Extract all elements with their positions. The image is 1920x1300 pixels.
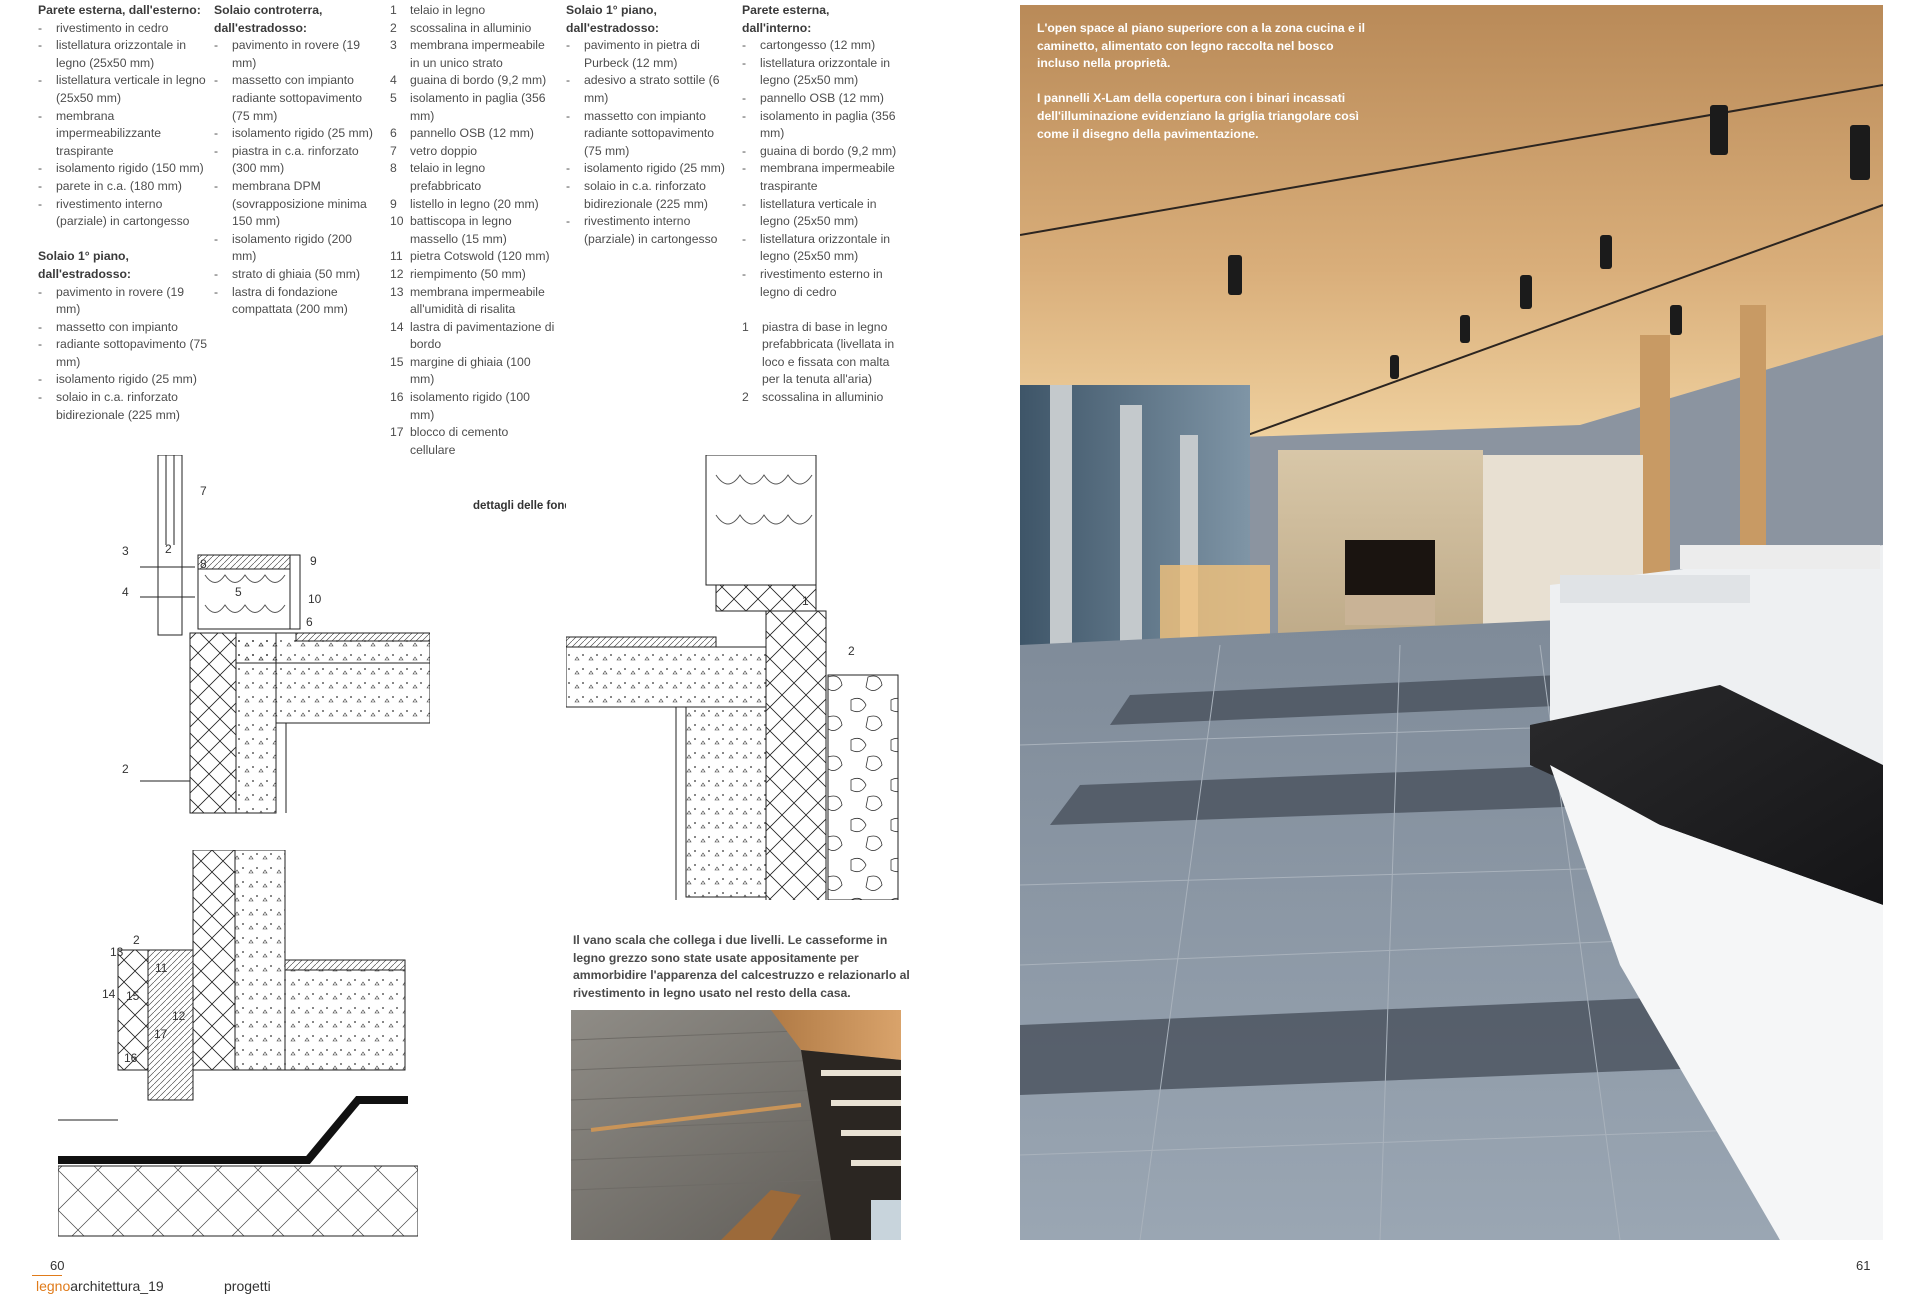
foundation-detail-drawing-a	[110, 455, 430, 815]
drawing-label: 15	[126, 989, 140, 1003]
drawing-label: 1	[802, 594, 809, 608]
list-item: - radiante sottopavimento (75 mm)	[38, 336, 208, 371]
list-item: - pavimento in rovere (19 mm)	[38, 284, 208, 319]
legend-column	[390, 2, 555, 459]
legend-item: 4 guaina di bordo (9,2 mm)	[390, 72, 555, 90]
drawing-label: 11	[155, 961, 168, 975]
list-item: - solaio in c.a. rinforzato bidirezionale (225 mm)	[566, 178, 731, 213]
page-number-left: 60	[50, 1258, 65, 1273]
list-item: - listellatura orizzontale in legno (25x50 mm)	[742, 55, 902, 90]
legend-item: 14 lastra di pavimentazione di bordo	[390, 319, 555, 354]
drawing-label: 14	[102, 987, 116, 1001]
drawing-label: 10	[308, 592, 322, 606]
list-item: - listellatura verticale in legno (25x50 mm)	[742, 196, 902, 231]
list-item: - pannello OSB (12 mm)	[742, 90, 902, 108]
legend-item: 16 isolamento rigido (100 mm)	[390, 389, 555, 424]
drawing-label: 2	[848, 644, 855, 658]
spec-heading: Solaio controterra, dall'estradosso:	[214, 3, 323, 35]
list-item: - adesivo a strato sottile (6 mm)	[566, 72, 731, 107]
legend-item: 10 battiscopa in legno massello (15 mm)	[390, 213, 555, 248]
legend-item: 17 blocco di cemento cellulare	[390, 424, 555, 459]
legend-item: 12 riempimento (50 mm)	[390, 266, 555, 284]
list-item: - rivestimento in cedro	[38, 20, 208, 38]
drawing-title: dettagli delle fondazioni	[473, 500, 604, 512]
list-item: - rivestimento interno (parziale) in cartongesso	[566, 213, 731, 248]
list-item: - strato di ghiaia (50 mm)	[214, 266, 374, 284]
drawing-label: 2	[165, 542, 172, 556]
list-item: - guaina di bordo (9,2 mm)	[742, 143, 902, 161]
legend-item: 9 listello in legno (20 mm)	[390, 196, 555, 214]
legend-item: 6 pannello OSB (12 mm)	[390, 125, 555, 143]
numbered-legend	[742, 319, 902, 407]
list-item: - isolamento rigido (25 mm)	[566, 160, 731, 178]
foundation-detail-drawing-b	[58, 850, 418, 1240]
drawing-label: 5	[235, 585, 242, 599]
list-item: - membrana DPM (sovrapposizione minima 150 mm)	[214, 178, 374, 231]
page-number-right: 61	[1856, 1258, 1871, 1273]
list-item: - massetto con impianto radiante sottopavimento (75 mm)	[214, 72, 374, 125]
list-item: - solaio in c.a. rinforzato bidirezionale (225 mm)	[38, 389, 208, 424]
legend-item: 1 piastra di base in legno prefabbricata (livellata in loco e fissata con malta per la tenuta all'aria)	[742, 319, 902, 389]
list-item: - isolamento in paglia (356 mm)	[742, 108, 902, 143]
list-item: - cartongesso (12 mm)	[742, 37, 902, 55]
photo-caption	[1037, 20, 1377, 143]
legend-item: 2 scossalina in alluminio	[742, 389, 902, 407]
spec-column-2	[214, 2, 374, 319]
legend-item: 11 pietra Cotswold (120 mm)	[390, 248, 555, 266]
foundation-detail-drawing-c	[566, 455, 906, 900]
spec-heading: Parete esterna, dall'interno:	[742, 3, 830, 35]
list-item: - membrana impermeabilizzante traspirante	[38, 108, 208, 161]
spec-list	[38, 284, 208, 425]
spec-list	[742, 37, 902, 301]
drawing-label: 2	[133, 933, 140, 947]
footer-rule	[32, 1275, 62, 1276]
drawing-label: 8	[200, 557, 207, 571]
brand-legno: legno	[36, 1278, 71, 1294]
list-item: - piastra in c.a. rinforzato (300 mm)	[214, 143, 374, 178]
spec-heading: Solaio 1° piano, dall'estradosso:	[566, 3, 659, 35]
photo-caption-p1: L'open space al piano superiore con a la zona cucina e il caminetto, alimentato con legno raccolta nel bosco incluso nella proprietà.	[1037, 21, 1365, 71]
footer-brand	[36, 1278, 164, 1294]
list-item: - massetto con impianto radiante sottopavimento (75 mm)	[566, 108, 731, 161]
spec-column-5	[742, 2, 902, 407]
legend-item: 5 isolamento in paglia (356 mm)	[390, 90, 555, 125]
drawing-label: 16	[124, 1051, 138, 1065]
interior-photo	[1020, 5, 1883, 1240]
stair-photo	[571, 1010, 901, 1240]
numbered-legend	[390, 2, 555, 459]
list-item: - rivestimento interno (parziale) in cartongesso	[38, 196, 208, 231]
spec-heading: Parete esterna, dall'esterno:	[38, 3, 201, 17]
drawing-label: 17	[154, 1027, 168, 1041]
drawing-label: 13	[110, 945, 124, 959]
drawing-label: 3	[122, 544, 129, 558]
list-item: - massetto con impianto	[38, 319, 208, 337]
list-item: - lastra di fondazione compattata (200 mm)	[214, 284, 374, 319]
brand-architettura: architettura_19	[70, 1278, 164, 1294]
spec-column-1	[38, 2, 208, 424]
photo-caption-p2: I pannelli X-Lam della copertura con i binari incassati dell'illuminazione evidenziano la griglia triangolare così come il disegno della pavimentazione.	[1037, 91, 1359, 141]
drawing-label: 4	[122, 585, 129, 599]
legend-item: 1 telaio in legno	[390, 2, 555, 20]
list-item: - rivestimento esterno in legno di cedro	[742, 266, 902, 301]
legend-item: 8 telaio in legno prefabbricato	[390, 160, 555, 195]
legend-item: 13 membrana impermeabile all'umidità di risalita	[390, 284, 555, 319]
spec-list	[566, 37, 731, 248]
list-item: - isolamento rigido (25 mm)	[38, 371, 208, 389]
list-item: - isolamento rigido (150 mm)	[38, 160, 208, 178]
footer-section: progetti	[224, 1278, 271, 1294]
drawing-label: 9	[310, 554, 317, 568]
spec-list	[214, 37, 374, 319]
stair-caption: Il vano scala che collega i due livelli. Le casseforme in legno grezzo sono state usate appositamente per ammorbidire l'apparenza del calcestruzzo e relazionarlo al rivestimento in legno usato nel resto della casa.	[573, 933, 910, 1000]
legend-item: 7 vetro doppio	[390, 143, 555, 161]
list-item: - isolamento rigido (200 mm)	[214, 231, 374, 266]
legend-item: 2 scossalina in alluminio	[390, 20, 555, 38]
list-item: - pavimento in rovere (19 mm)	[214, 37, 374, 72]
drawing-label: 6	[306, 615, 313, 629]
drawing-label: 12	[172, 1009, 186, 1023]
list-item: - membrana impermeabile traspirante	[742, 160, 902, 195]
spec-heading: Solaio 1° piano, dall'estradosso:	[38, 249, 131, 281]
drawing-label: 2	[122, 762, 129, 776]
spec-list	[38, 20, 208, 231]
list-item: - listellatura verticale in legno (25x50 mm)	[38, 72, 208, 107]
legend-item: 15 margine di ghiaia (100 mm)	[390, 354, 555, 389]
list-item: - isolamento rigido (25 mm)	[214, 125, 374, 143]
legend-item: 3 membrana impermeabile in un unico strato	[390, 37, 555, 72]
list-item: - listellatura orizzontale in legno (25x50 mm)	[38, 37, 208, 72]
list-item: - parete in c.a. (180 mm)	[38, 178, 208, 196]
list-item: - pavimento in pietra di Purbeck (12 mm)	[566, 37, 731, 72]
list-item: - listellatura orizzontale in legno (25x50 mm)	[742, 231, 902, 266]
drawing-label: 7	[200, 484, 207, 498]
spec-column-4	[566, 2, 731, 248]
